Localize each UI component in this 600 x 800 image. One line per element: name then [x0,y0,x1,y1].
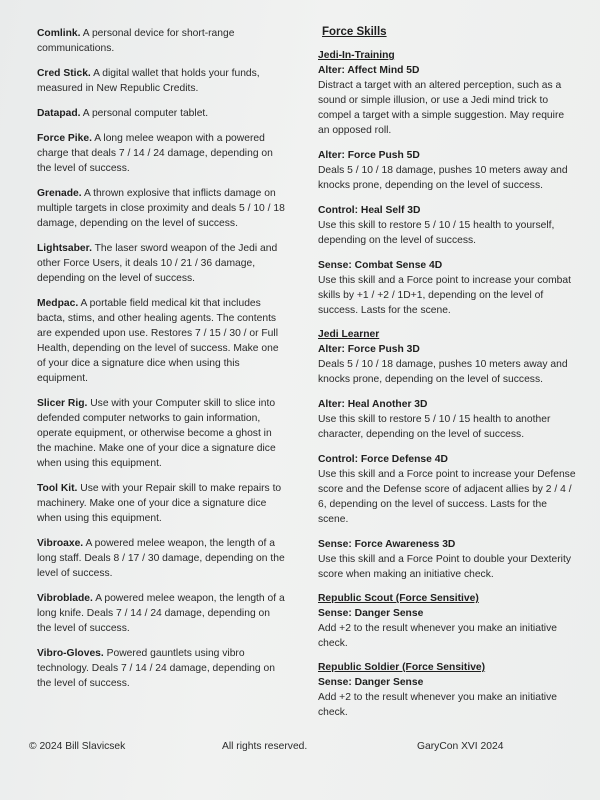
skill-entry [318,452,576,527]
footer-event: GaryCon XVI 2024 [417,741,504,752]
equipment-desc: A powered melee weapon, the length of a long staff. Deals 8 / 17 / 30 damage, depending on the level of success. [37,538,285,579]
equipment-desc: A powered melee weapon, the length of a long knife. Deals 7 / 14 / 24 damage, depending on the level of success. [37,593,285,634]
equipment-name: Vibroblade. [37,593,93,604]
equipment-entry [37,296,287,386]
equipment-desc: A portable field medical kit that includes bacta, stims, and other healing agents. The contents are expended upon use. Restores 7 / 15 / 30 / or Full Health, depending on the level of success. Make one of your dice a signature dice when using this equipment. [37,298,279,384]
equipment-desc: The laser sword weapon of the Jedi and other Force Users, it deals 10 / 21 / 36 damage, depending on the level of success. [37,243,278,284]
skill-desc: Deals 5 / 10 / 18 damage, pushes 10 meters away and knocks prone, depending on the level of success. [318,165,568,191]
group-heading: Republic Scout (Force Sensitive) [318,593,479,604]
equipment-entry [37,591,287,636]
skill-desc: Add +2 to the result whenever you make an initiative check. [318,692,557,718]
skill-name: Control: Heal Self 3D [318,205,421,216]
equipment-name: Vibro-Gloves. [37,648,104,659]
skill-name: Alter: Affect Mind 5D [318,65,420,76]
equipment-name: Datapad. [37,108,81,119]
equipment-entry [37,536,287,581]
group-heading: Jedi Learner [318,329,380,340]
equipment-entry [37,241,287,286]
skill-entry [318,397,576,442]
footer-rights: All rights reserved. [222,741,308,752]
equipment-desc: A thrown explosive that inflicts damage on multiple targets in close proximity and deals 5 / 10 / 18 damage, depending on the level of success. [37,188,285,229]
skill-name: Alter: Force Push 5D [318,150,420,161]
skill-desc: Use this skill to restore 5 / 10 / 15 health to another character, depending on the level of success. [318,414,551,440]
equipment-name: Force Pike. [37,133,92,144]
equipment-entry [37,396,287,471]
skill-desc: Add +2 to the result whenever you make an initiative check. [318,623,557,649]
equipment-entry [37,66,287,96]
equipment-name: Cred Stick. [37,68,91,79]
equipment-name: Grenade. [37,188,82,199]
group-heading: Republic Soldier (Force Sensitive) [318,662,486,673]
equipment-entry [37,646,287,691]
skill-name: Control: Force Defense 4D [318,454,448,465]
equipment-desc: A personal device for short-range communications. [37,28,235,54]
group-heading: Jedi-In-Training [318,50,395,61]
skill-desc: Use this skill and a Force Point to double your Dexterity score when making an initiative check. [318,554,571,580]
equipment-desc: Powered gauntlets using vibro technology. Deals 7 / 14 / 24 damage, depending on the level of success. [37,648,275,689]
skill-entry [318,342,576,387]
equipment-name: Tool Kit. [37,483,78,494]
skill-entry [318,675,576,720]
equipment-name: Lightsaber. [37,243,92,254]
skill-entry [318,537,576,582]
footer-copyright: © 2024 Bill Slavicsek [29,741,126,752]
skill-entry [318,63,576,138]
equipment-name: Vibroaxe. [37,538,84,549]
equipment-entry [37,481,287,526]
equipment-desc: A digital wallet that holds your funds, measured in New Republic Credits. [37,68,260,94]
force-skills-title: Force Skills [322,26,387,38]
equipment-name: Slicer Rig. [37,398,88,409]
skill-desc: Use this skill to restore 5 / 10 / 15 health to yourself, depending on the level of success. [318,220,555,246]
skill-entry [318,203,576,248]
skill-name: Alter: Heal Another 3D [318,399,428,410]
equipment-desc: A long melee weapon with a powered charge that deals 7 / 14 / 24 damage, depending on the level of success. [37,133,273,174]
skill-name: Sense: Danger Sense [318,608,424,619]
skill-entry [318,148,576,193]
equipment-name: Comlink. [37,28,81,39]
skill-name: Sense: Force Awareness 3D [318,539,456,550]
skill-desc: Distract a target with an altered perception, such as a sound or simple illusion, or use a Jedi mind trick to compel a target with a simple suggestion. May require an opposed roll. [318,80,565,136]
equipment-entry [37,26,287,56]
equipment-desc: A personal computer tablet. [82,108,209,119]
skill-name: Sense: Combat Sense 4D [318,260,443,271]
equipment-entry [37,106,287,121]
equipment-desc: Use with your Computer skill to slice into defended computer networks to gain information, operate equipment, or otherwise become a ghost in the machine. Make one of your dice a signature dice when using this equipment. [37,398,276,469]
skill-entry [318,258,576,318]
force-skills-column [318,26,576,730]
equipment-name: Medpac. [37,298,79,309]
equipment-entry [37,131,287,176]
skill-desc: Use this skill and a Force point to increase your combat skills by +1 / +2 / 1D+1, depending on the level of success. Lasts for the scene. [318,275,571,316]
equipment-desc: Use with your Repair skill to make repairs to machinery. Make one of your dice a signature dice when using this equipment. [37,483,282,524]
skill-desc: Use this skill and a Force point to increase your Defense score and the Defense score of adjacent allies by 2 / 4 / 6, depending on the level of success. Lasts for the scene. [318,469,576,525]
equipment-entry [37,186,287,231]
skill-name: Alter: Force Push 3D [318,344,420,355]
equipment-column [37,26,287,701]
skill-desc: Deals 5 / 10 / 18 damage, pushes 10 meters away and knocks prone, depending on the level of success. [318,359,568,385]
skill-name: Sense: Danger Sense [318,677,424,688]
skill-entry [318,606,576,651]
